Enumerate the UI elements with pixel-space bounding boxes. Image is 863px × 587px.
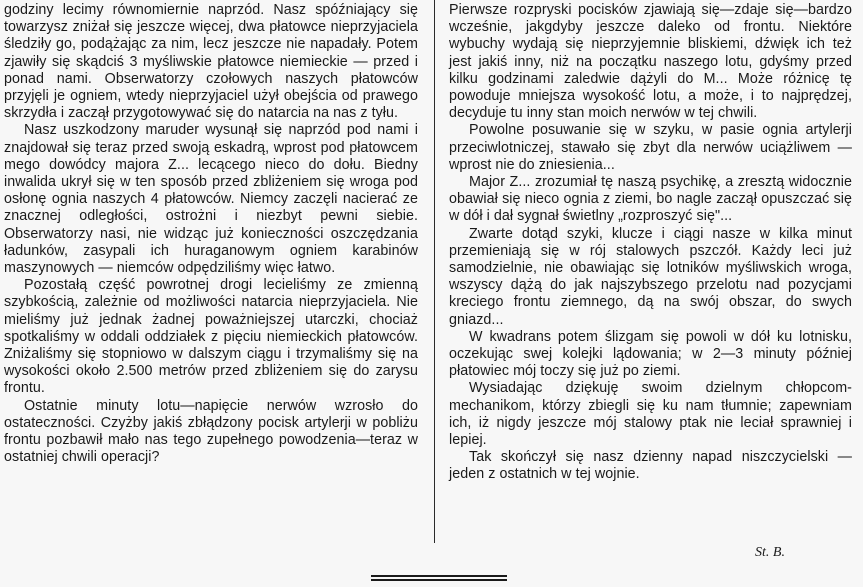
paragraph: Ostatnie minuty lotu—napięcie nerwów wzrosło do ostateczności. Czyżby jakiś zbłądzony pocisk artylerji w pobliżu frontu pozbawił mało nas tego zupełnego powodzenia—teraz w ostatniej chwili operacji? bbox=[4, 397, 418, 466]
paragraph: godziny lecimy równomiernie naprzód. Nasz spóźniający się towarzysz zniżał się jeszcze więcej, dwa płatowce nieprzyjaciela śledziły go, podążając za nim, lecz jeszcze nie napadały. Potem zjawiły się skądciś 3 myśliwskie płatowce niemieckie — przed i ponad nami. Obserwatorzy czołowych naszych płatowców przyjęli je ogniem, wtedy nieprzyjaciel użył obejścia od prawego skrzydła i zaczął przygotowywać się do natarcia na nas z tyłu. bbox=[4, 2, 418, 122]
paragraph: Tak skończył się nasz dzienny napad niszczycielski — jeden z ostatnich w tej wojnie. bbox=[449, 449, 852, 483]
paragraph: Pierwsze rozpryski pocisków zjawiają się—zdaje się—bardzo wcześnie, jakgdyby jeszcze daleko od frontu. Niektóre wybuchy wydają się nieprzyjemnie bliskiemi, dźwięk ich też jest jakiś inny, niż na początku naszego lotu, gdyśmy przed kilku godzinami zaledwie dążyli do M... Może różnicę tę powoduje mniejsza wysokość lotu, a może, i to najprędzej, decyduje tu inny stan moich nerwów w tej chwili. bbox=[449, 2, 852, 122]
column-divider bbox=[434, 0, 435, 543]
paragraph: Zwarte dotąd szyki, klucze i ciągi nasze w kilka minut przemieniają się w rój stalowych pszczół. Każdy leci już samodzielnie, nie obawiając się lotników myśliwskich wroga, wszyscy dążą do jak najszybszego przelotu nad pozycjami kreciego frontu ziemnego, dą na swój obszar, do swych gniazd... bbox=[449, 225, 852, 328]
paragraph: Wysiadając dziękuję swoim dzielnym chłopcom-mechanikom, którzy zbiegli się ku nam tłumnie; zapewniam ich, iż nigdy jeszcze mój stalowy ptak nie leciał sprawniej i lepiej. bbox=[449, 380, 852, 449]
author-signature: St. B. bbox=[755, 545, 785, 560]
end-rule-top bbox=[371, 575, 507, 577]
paragraph: Pozostałą część powrotnej drogi lecieliśmy ze zmienną szybkością, zależnie od możliwości natarcia nieprzyjaciela. Nie mieliśmy już jednak żadnej poważniejszej utarczki, chociaż spotkaliśmy w oddali oddziałek z pięciu niemieckich płatowców. Zniżaliśmy się stopniowo w dalszym ciągu i trzymaliśmy się na wysokości około 2.500 metrów przed zbliżeniem się do zarysu frontu. bbox=[4, 277, 418, 397]
right-column bbox=[449, 2, 852, 484]
paragraph: Powolne posuwanie się w szyku, w pasie ognia artylerji przeciwlotniczej, stawało się zbyt dla nerwów uciążliwem — wprost nie do zniesienia... bbox=[449, 122, 852, 173]
paragraph: W kwadrans potem ślizgam się powoli w dół ku lotnisku, oczekując swej kolejki lądowania; w 2—3 minuty później płatowiec mój toczy się już po ziemi. bbox=[449, 328, 852, 380]
paragraph: Nasz uszkodzony maruder wysunął się naprzód pod nami i znajdował się teraz przed swoją eskadrą, wprost pod płatowcem mego dowódcy majora Z... lecącego nieco do dołu. Biedny inwalida ukrył się w ten sposób przed zbliżeniem się wroga pod osłonę ognia naszych 4 płatowców. Niemcy zaczęli nacierać ze znacznej odległości, ostrożni i niezbyt pewni siebie. Obserwatorzy nasi, nie widząc już konieczności oszczędzania ładunków, zasypali ich huraganowym ogniem karabinów maszynowych — niemców odpędziliśmy więc łatwo. bbox=[4, 122, 418, 277]
paragraph: Major Z... zrozumiał tę naszą psychikę, a zresztą widocznie obawiał się nieco ognia z ziemi, bo nagle zaczął opuszczać się w dół i dał sygnał świetlny „rozproszyć się"... bbox=[449, 174, 852, 225]
end-rule-bottom bbox=[371, 579, 507, 581]
left-column bbox=[4, 2, 418, 466]
